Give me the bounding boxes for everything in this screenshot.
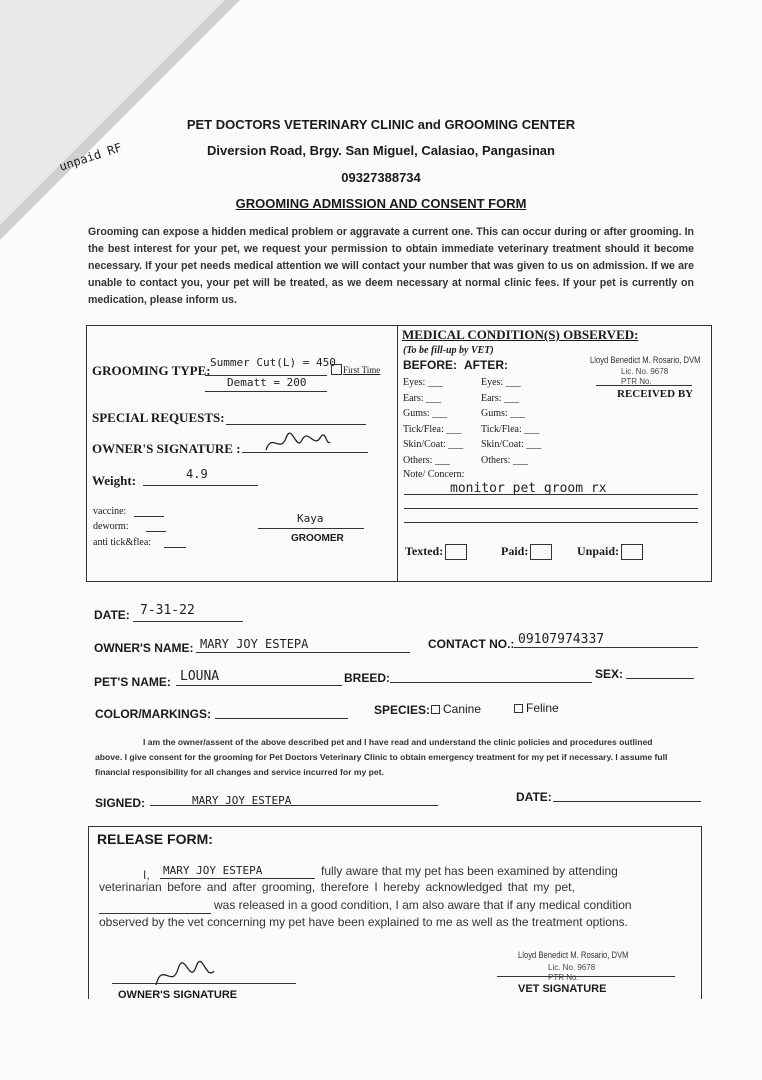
after-item: Gums: ___ [481, 408, 526, 419]
date-line[interactable] [133, 621, 243, 622]
release-owner-sig-line[interactable] [112, 983, 296, 984]
before-item: Others: ___ [403, 454, 450, 466]
received-by-line [596, 385, 692, 386]
signed-date-label: DATE: [516, 790, 552, 804]
vet-stamp-ptr: PTR No. [621, 377, 652, 386]
sex-line[interactable] [626, 678, 694, 679]
note-value: monitor pet groom rx [450, 481, 607, 496]
medical-subtitle: (To be fill-up by VET) [403, 345, 494, 356]
texted-field [405, 544, 467, 560]
paid-checkbox[interactable] [530, 544, 552, 560]
vet-stamp-name: Lloyd Benedict M. Rosario, DVM [590, 355, 701, 365]
signed-line[interactable] [150, 805, 438, 806]
groomer-label: GROOMER [291, 533, 344, 544]
before-label: BEFORE: [403, 358, 457, 372]
after-item: Others: ___ [481, 454, 528, 466]
paid-field [501, 544, 552, 560]
feline-checkbox[interactable] [514, 704, 523, 713]
release-vet-stamp-name: Lloyd Benedict M. Rosario, DVM [518, 950, 629, 960]
color-markings-label: COLOR/MARKINGS: [95, 707, 211, 721]
contact-label: CONTACT NO.: [428, 637, 515, 651]
vaccine-line [134, 516, 164, 517]
grooming-type-value: Summer Cut(L) = 450 [210, 356, 336, 369]
after-item: Tick/Flea: ___ [481, 423, 540, 435]
color-markings-line[interactable] [215, 718, 348, 719]
release-owner-name: MARY JOY ESTEPA [163, 864, 263, 877]
consent-text-2: above. I give consent for the grooming for Pet Doctors Veterinary Clinic to obtain emergency treatment for my pet if necessary. I assume full financial responsibility for all changes and service incurred for my pet. [95, 752, 668, 777]
note-line-1[interactable] [404, 494, 698, 495]
breed-line[interactable] [390, 682, 592, 683]
species-canine-option[interactable] [431, 702, 481, 716]
received-by-label: RECEIVED BY [617, 388, 694, 400]
consent-text-1: I am the owner/assent of the above described pet and I have read and understand the clinic policies and procedures outlined [143, 737, 653, 747]
groomer-name: Kaya [297, 512, 324, 525]
clinic-name: PET DOCTORS VETERINARY CLINIC and GROOMING CENTER [186, 117, 576, 132]
pet-name-value: LOUNA [180, 669, 220, 684]
date-value: 7-31-22 [140, 603, 195, 618]
before-item: Tick/Flea: ___ [403, 423, 462, 435]
release-line-3: was released in a good condition, I am also aware that if any medical condition [214, 898, 632, 912]
first-time-label: First Time [343, 365, 381, 375]
release-vet-stamp-lic: Lic. No. 9678 [548, 963, 596, 972]
weight-line [143, 485, 258, 486]
weight-value: 4.9 [186, 467, 208, 481]
release-line-1-post: fully aware that my pet has been examined by attending [321, 864, 618, 878]
date-label: DATE: [94, 608, 130, 622]
before-item: Skin/Coat: ___ [403, 439, 464, 450]
paid-label: Paid: [501, 544, 529, 558]
clinic-address: Diversion Road, Brgy. San Miguel, Calasiao, Pangasinan [207, 143, 555, 158]
unpaid-field [577, 544, 643, 560]
release-owner-line[interactable] [160, 878, 315, 879]
vaccine-label: vaccine: [93, 506, 127, 517]
special-requests-label: SPECIAL REQUESTS: [92, 410, 225, 425]
before-item: Eyes: ___ [403, 377, 443, 388]
intro-paragraph: Grooming can expose a hidden medical problem or aggravate a current one. This can occur during or after grooming. In the best interest for your pet, we request your permission to obtain immediate veterinary treatment should it become necessary. If your pet needs medical attention we will contact your number that was given to us on admission. If we are unable to contact you, your pet will be treated, as we deem necessary at normal clinic fees. If your pet is currently on medication, please inform us. [88, 226, 694, 306]
owner-signature-label: OWNER'S SIGNATURE : [92, 441, 241, 456]
vet-stamp-lic: Lic. No. 9678 [621, 367, 669, 376]
release-title: RELEASE FORM: [97, 831, 213, 847]
antitick-label: anti tick&flea: [93, 537, 152, 548]
after-item: Skin/Coat: ___ [481, 439, 542, 450]
release-vet-sig-line[interactable] [497, 976, 675, 977]
note-line-3[interactable] [404, 522, 698, 523]
after-label: AFTER: [464, 358, 508, 372]
owner-name-label: OWNER'S NAME: [94, 641, 194, 655]
canine-label: Canine [443, 702, 482, 716]
owner-name-line[interactable] [196, 652, 410, 653]
after-list [481, 375, 541, 468]
after-item: Eyes: ___ [481, 377, 521, 388]
texted-label: Texted: [405, 544, 444, 558]
groomer-line [258, 528, 364, 529]
panel-divider [397, 325, 398, 581]
release-owner-signature-scribble [150, 955, 220, 991]
contact-value: 09107974337 [518, 632, 605, 647]
margin-note: unpaid RF [57, 140, 124, 174]
before-item: Gums: ___ [403, 408, 448, 419]
before-item: Ears: ___ [403, 392, 442, 404]
release-line-4: observed by the vet concerning my pet have been explained to me as well as the treatment options. [99, 915, 628, 929]
feline-label: Feline [526, 701, 559, 715]
grooming-type-line-2 [205, 391, 327, 392]
species-feline-option[interactable] [514, 701, 559, 715]
release-line-1-pre: I, [143, 868, 150, 882]
first-time-checkbox[interactable] [331, 364, 342, 375]
unpaid-label: Unpaid: [577, 544, 620, 558]
breed-label: BREED: [344, 671, 391, 685]
signed-label: SIGNED: [95, 796, 146, 810]
species-label: SPECIES: [374, 703, 431, 717]
note-label: Note/ Concern: [403, 469, 465, 480]
release-owner-sig-label: OWNER'S SIGNATURE [118, 989, 238, 1001]
signed-date-line[interactable] [553, 801, 701, 802]
deworm-line [146, 531, 166, 532]
deworm-label: deworm: [93, 521, 129, 532]
after-item: Ears: ___ [481, 392, 520, 404]
grooming-type-label: GROOMING TYPE: [92, 363, 211, 378]
sex-label: SEX: [595, 667, 624, 681]
owner-name-value: MARY JOY ESTEPA [200, 637, 309, 651]
signed-value: MARY JOY ESTEPA [192, 794, 292, 807]
canine-checkbox[interactable] [431, 705, 440, 714]
medical-title: MEDICAL CONDITION(S) OBSERVED: [402, 327, 639, 342]
weight-label: Weight: [92, 473, 137, 488]
before-list [403, 375, 463, 468]
note-line-2[interactable] [404, 508, 698, 509]
release-vet-sig-label: VET SIGNATURE [518, 983, 607, 995]
release-vet-stamp-ptr: PTR No. [548, 973, 579, 982]
pet-name-label: PET'S NAME: [94, 675, 171, 689]
clinic-phone: 09327388734 [341, 170, 421, 185]
grooming-type-value-2: Dematt = 200 [227, 376, 307, 389]
special-requests-line[interactable] [226, 424, 366, 425]
folded-corner-inner [0, 0, 225, 225]
texted-checkbox[interactable] [445, 544, 467, 560]
owner-signature-line[interactable] [242, 452, 368, 453]
release-pet-line[interactable] [99, 913, 211, 914]
unpaid-checkbox[interactable] [621, 544, 643, 560]
pet-name-line[interactable] [176, 685, 342, 686]
contact-line[interactable] [514, 647, 698, 648]
release-line-2: veterinarian before and after grooming, therefore I hereby acknowledged that my pet, [99, 880, 575, 894]
form-title: GROOMING ADMISSION AND CONSENT FORM [235, 196, 527, 211]
antitick-line [164, 547, 186, 548]
